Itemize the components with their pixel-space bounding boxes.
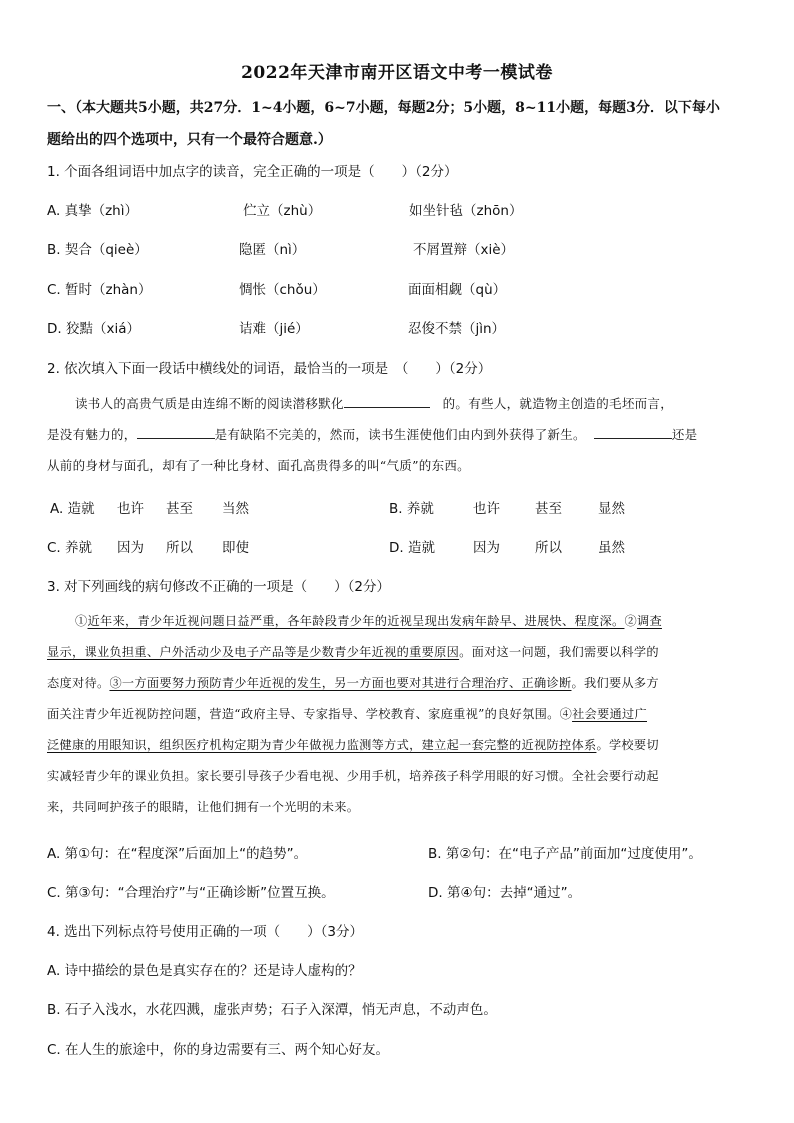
- q3-option-d: D. 第④句：去掉“通过”。: [428, 885, 582, 901]
- q2-option-b-2: 也许: [473, 501, 500, 517]
- q2-option-c-3: 所以: [166, 540, 193, 556]
- q2-option-c-2: 因为: [117, 540, 144, 556]
- q4-option-a: A. 诗中描绘的景色是真实存在的？还是诗人虚构的？: [47, 963, 362, 979]
- sentence-marker: ④: [559, 707, 573, 721]
- passage-text: 面关注青少年近视防控问题，营造“政府主导、专家指导、学校教育、家庭重视”的良好氛围。: [47, 707, 560, 721]
- q1-option-a-1: A. 真挚（zhì）: [47, 203, 138, 219]
- passage-text: 是有缺陷不完美的，然而，读书生涯使他们由内到外获得了新生。: [214, 427, 586, 442]
- underlined-sentence-1: 近年来，青少年近视问题日益严重，各年龄段青少年的近视呈现出发病年龄早、进展快、程度深。: [87, 614, 625, 628]
- question-2-stem: 2. 依次填入下面一段话中横线处的词语，最恰当的一项是 （ ）（2分）: [47, 361, 492, 377]
- q2-option-d-1: D. 造就: [389, 540, 435, 556]
- q1-option-c-1: C. 暂时（zhàn）: [47, 282, 152, 298]
- q4-option-b: B. 石子入浅水，水花四溅，虚张声势；石子入深潭，悄无声息，不动声色。: [47, 1002, 497, 1018]
- passage-line-3: 从前的身材与面孔，却有了一种比身材、面孔高贵得多的叫“气质”的东西。: [47, 458, 470, 473]
- sentence-marker: ②: [624, 614, 637, 628]
- q2-option-c-4: 即使: [222, 540, 249, 556]
- q1-option-b-3: 不屑置辩（xiè）: [413, 242, 515, 258]
- page-title: 2022年天津市南开区语文中考一模试卷: [241, 63, 553, 83]
- q1-option-a-3: 如坐针毡（zhōn）: [409, 203, 523, 219]
- q2-option-c-1: C. 养就: [47, 540, 93, 556]
- passage-text: 读书人的高贵气质是由连绵不断的阅读潜移默化: [75, 396, 344, 411]
- section-line-2: 题给出的四个选项中，只有一个最符合题意.）: [47, 132, 332, 148]
- q4-option-c: C. 在人生的旅途中，你的身边需要有三、两个知心好友。: [47, 1042, 390, 1058]
- underlined-sentence-4: 泛健康的用眼知识，组织医疗机构定期为青少年做视力监测等方式，建立起一套完整的近视防控体系: [47, 738, 597, 752]
- q2-option-d-3: 所以: [535, 540, 562, 556]
- underlined-sentence-3: ③一方面要努力预防青少年近视的发生，另一方面也要对其进行合理治疗、正确诊断: [109, 676, 572, 690]
- q2-option-a-4: 当然: [222, 501, 249, 517]
- passage-text: 。面对这一问题，我们需要以科学的: [459, 645, 659, 659]
- fill-blank-1: [344, 395, 430, 408]
- passage-line-2: [47, 419, 747, 450]
- q3-line-6: 实减轻青少年的课业负担。家长要引导孩子少看电视、少用手机，培养孩子科学用眼的好习惯。全社会要行动起: [47, 769, 659, 783]
- passage-text: 。学校要切: [596, 738, 659, 752]
- section-instructions: [47, 92, 752, 156]
- passage-text: 还是: [671, 427, 698, 442]
- question-2-passage: [47, 388, 747, 481]
- underlined-sentence-4: 社会要通过广: [572, 707, 647, 721]
- q2-option-b-3: 甚至: [535, 501, 562, 517]
- q3-line-5: [47, 730, 747, 761]
- q2-option-b-1: B. 养就: [389, 501, 434, 517]
- q1-option-d-1: D. 狡黠（xiá）: [47, 321, 140, 337]
- q3-line-2: [47, 637, 747, 668]
- question-3-stem: 3. 对下列画线的病句修改不正确的一项是（ ）（2分）: [47, 579, 391, 595]
- q1-option-c-3: 面面相觑（qù）: [408, 282, 507, 298]
- passage-text: 的。有些人，就造物主创造的毛坯而言，: [442, 396, 674, 411]
- q2-option-a-1: A. 造就: [50, 501, 95, 517]
- q1-option-d-2: 诘难（jié）: [239, 321, 309, 337]
- q2-option-a-2: 也许: [117, 501, 144, 517]
- question-1-stem: 1. 个面各组词语中加点字的读音，完全正确的一项是（ ）（2分）: [47, 164, 458, 180]
- q1-option-b-2: 隐匿（nì）: [239, 242, 306, 258]
- q3-line-4: [47, 699, 747, 730]
- q1-option-d-3: 忍俊不禁（jìn）: [408, 321, 506, 337]
- fill-blank-2: [137, 426, 215, 439]
- q3-line-1: [47, 606, 747, 637]
- q1-option-a-2: 伫立（zhù）: [243, 203, 322, 219]
- passage-line-1: [47, 388, 747, 419]
- question-4-stem: 4. 选出下列标点符号使用正确的一项（ ）（3分）: [47, 924, 364, 940]
- passage-text: 态度对待。: [47, 676, 110, 690]
- underlined-sentence-2: 显示，课业负担重、户外活动少及电子产品等是少数青少年近视的重要原因: [47, 645, 460, 659]
- question-3-passage: [47, 606, 747, 823]
- underlined-sentence-2: 调查: [636, 614, 662, 628]
- q2-option-b-4: 显然: [598, 501, 625, 517]
- q3-option-b: B. 第②句：在“电子产品”前面加“过度使用”。: [428, 846, 702, 862]
- q3-option-c: C. 第③句：“合理治疗”与“正确诊断”位置互换。: [47, 885, 335, 901]
- passage-text: 。我们要从多方: [571, 676, 659, 690]
- sentence-marker: ①: [75, 614, 88, 628]
- q2-option-d-4: 虽然: [598, 540, 625, 556]
- q3-option-a: A. 第①句：在“程度深”后面加上“的趋势”。: [47, 846, 308, 862]
- fill-blank-3: [594, 426, 672, 439]
- q1-option-b-1: B. 契合（qieè）: [47, 242, 148, 258]
- q3-line-7: 来，共同呵护孩子的眼睛，让他们拥有一个光明的未来。: [47, 800, 360, 814]
- q1-option-c-2: 惆怅（chǒu）: [239, 282, 326, 298]
- passage-text: 是没有魅力的，: [47, 427, 137, 442]
- section-line-1: 一、（本大题共5小题，共27分．1~4小题，6~7小题，每题2分；5小题，8~11小题，每题3分．以下每小: [47, 100, 720, 116]
- q2-option-a-3: 甚至: [166, 501, 193, 517]
- q2-option-d-2: 因为: [473, 540, 500, 556]
- q3-line-3: [47, 668, 747, 699]
